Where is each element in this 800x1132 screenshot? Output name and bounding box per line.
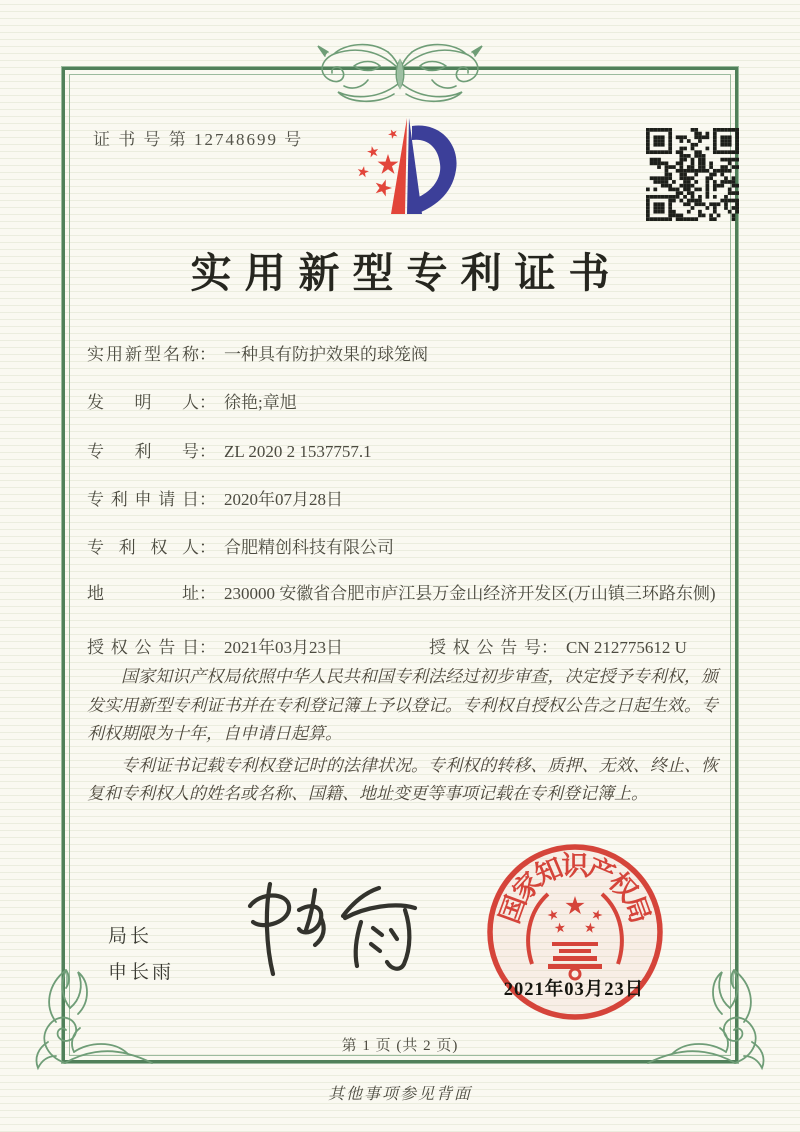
field-colon: ：: [199, 345, 216, 364]
field-label: 实用新型名称: [87, 345, 199, 364]
field-row-inventor: [87, 389, 719, 416]
field-label: 地址: [87, 584, 199, 603]
field-value: CN 212775612 U: [566, 638, 687, 657]
field-value: 2021年03月23日: [224, 638, 343, 657]
seal-char: 知: [530, 852, 568, 891]
officer-title: 局长: [108, 926, 153, 947]
legal-paragraph: 专利证书记载专利权登记时的法律状况。专利权的转移、质押、无效、终止、恢复和专利权人的姓名或名称、国籍、地址变更等事项记载在专利登记簿上。: [87, 755, 718, 803]
legal-paragraph: 国家知识产权局依照中华人民共和国专利法经过初步审查，决定授予专利权，颁发实用新型专利证书并在专利登记簿上予以登记。专利权自授权公告之日起生效。专利权期限为十年，自申请日起算。: [87, 667, 718, 743]
grant-number-pair: [429, 634, 687, 661]
field-row-grant: [87, 634, 719, 661]
field-label: 专利号: [87, 442, 199, 461]
field-value: 徐艳;章旭: [224, 393, 297, 412]
field-label: 授权公告号: [429, 638, 541, 657]
field-row-patentee: [87, 534, 719, 561]
field-row-address: [87, 580, 719, 607]
field-label: 发明人: [87, 393, 199, 412]
field-colon: ：: [199, 393, 216, 412]
grant-date-pair: [87, 634, 429, 661]
field-colon: ：: [199, 538, 216, 557]
qr-code-icon: [646, 128, 739, 221]
cnipa-logo-icon: [336, 110, 476, 238]
field-label: 授权公告日: [87, 638, 199, 657]
red-official-seal-icon: [480, 840, 670, 1030]
field-row-filing-date: [87, 486, 719, 513]
field-colon: ：: [199, 442, 216, 461]
field-value: 一种具有防护效果的球笼阀: [224, 345, 428, 364]
field-value: 合肥精创科技有限公司: [224, 538, 394, 557]
field-colon: ：: [199, 490, 216, 509]
page-number: 第 1 页 (共 2 页): [341, 1038, 459, 1054]
seal-date: 2021年03月23日: [503, 980, 645, 1000]
handwritten-signature-icon: [215, 876, 435, 984]
seal-char: 家: [506, 866, 548, 907]
field-value: ZL 2020 2 1537757.1: [224, 442, 372, 461]
officer-block: [108, 919, 174, 991]
field-row-patent-no: [87, 438, 719, 465]
officer-name: 申长雨: [108, 962, 175, 983]
field-label: 专利申请日: [87, 490, 199, 509]
double-dragon-flourish-icon: [268, 36, 532, 112]
field-colon: ：: [199, 638, 216, 657]
field-value: 230000 安徽省合肥市庐江县万金山经济开发区(万山镇三环路东侧): [224, 584, 716, 603]
certificate-title: 实用新型专利证书: [190, 250, 623, 296]
seal-char: 权: [602, 866, 644, 907]
seal-char: 产: [582, 852, 620, 891]
seal-char: 国: [494, 891, 532, 928]
field-value: 2020年07月28日: [224, 490, 343, 509]
back-note: 其他事项参见背面: [327, 1086, 472, 1103]
seal-char: 局: [618, 891, 656, 928]
field-colon: ：: [199, 584, 216, 603]
field-label: 专利权人: [87, 538, 199, 557]
field-row-name: [87, 341, 719, 368]
certificate-number: 证 书 号 第 12748699 号: [93, 130, 304, 149]
seal-char: 识: [561, 851, 589, 881]
field-colon: ：: [541, 638, 558, 657]
legal-text-block: [87, 663, 718, 812]
